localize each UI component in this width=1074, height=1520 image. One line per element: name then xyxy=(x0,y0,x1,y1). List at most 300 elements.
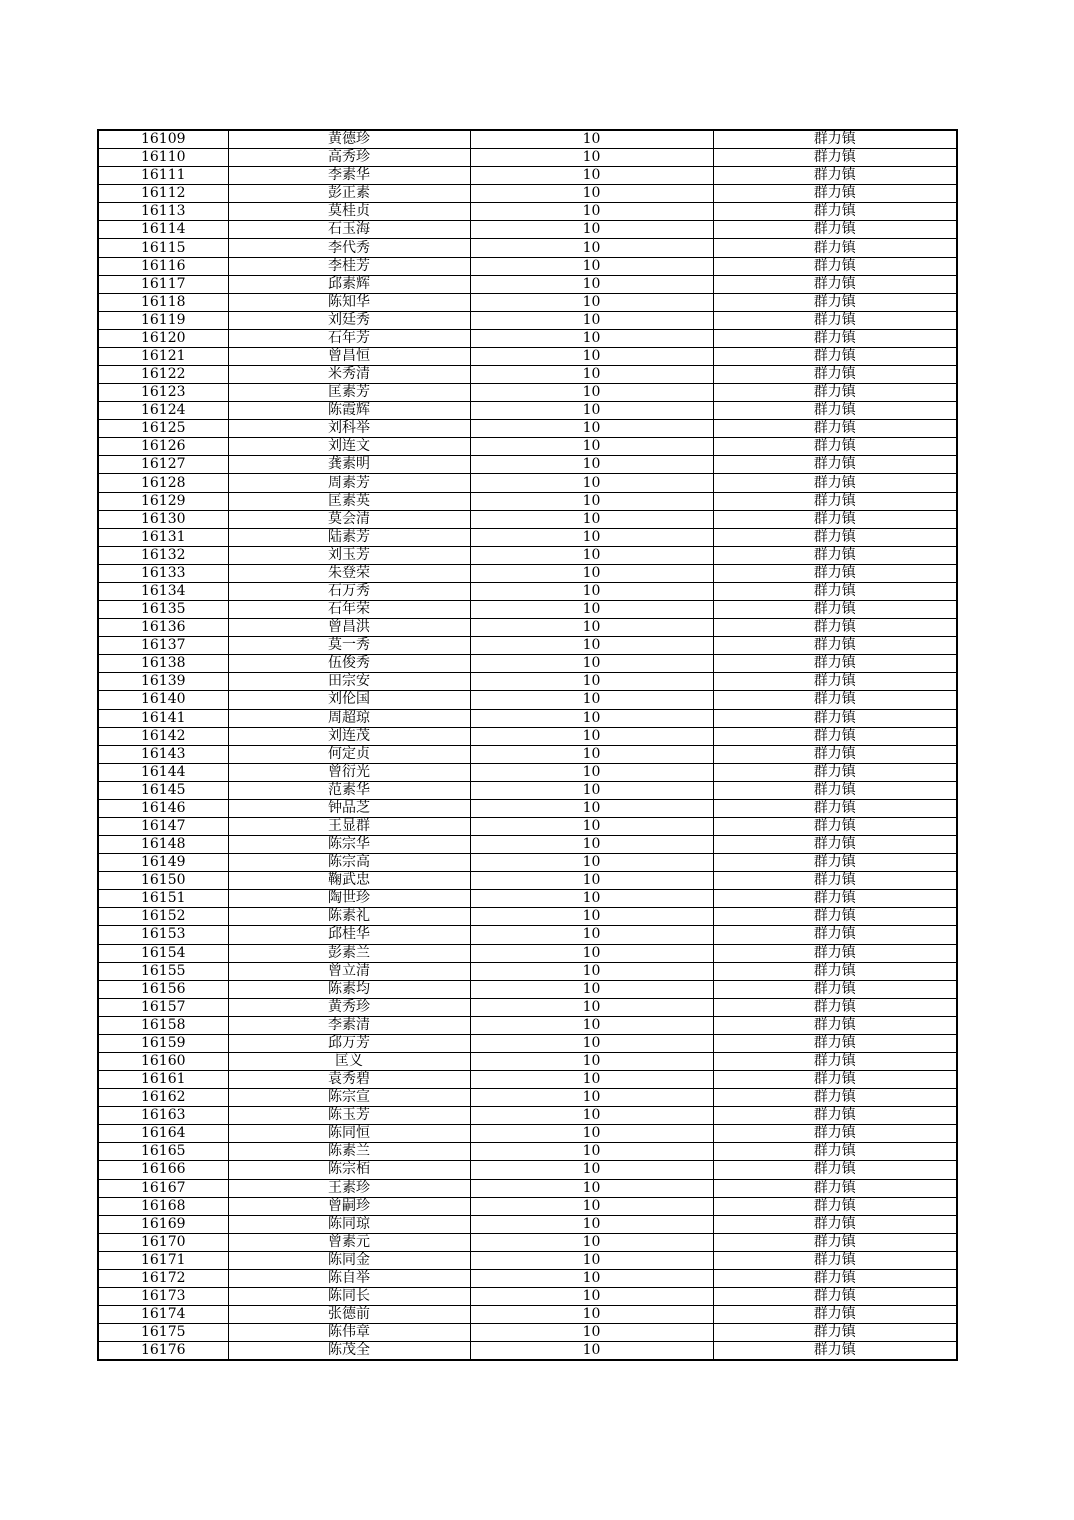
id-cell: 16112 xyxy=(98,185,228,203)
town-cell: 群力镇 xyxy=(713,149,957,167)
name-cell: 石年荣 xyxy=(228,601,470,619)
id-cell: 16168 xyxy=(98,1197,228,1215)
id-cell: 16142 xyxy=(98,727,228,745)
amount-cell: 10 xyxy=(470,944,713,962)
data-table xyxy=(97,129,958,1361)
town-cell: 群力镇 xyxy=(713,691,957,709)
amount-cell: 10 xyxy=(470,781,713,799)
amount-cell: 10 xyxy=(470,998,713,1016)
amount-cell: 10 xyxy=(470,203,713,221)
id-cell: 16147 xyxy=(98,817,228,835)
table-row xyxy=(98,781,957,799)
name-cell: 李桂芳 xyxy=(228,257,470,275)
amount-cell: 10 xyxy=(470,763,713,781)
amount-cell: 10 xyxy=(470,926,713,944)
table-row xyxy=(98,601,957,619)
name-cell: 刘廷秀 xyxy=(228,311,470,329)
table-row xyxy=(98,347,957,365)
town-cell: 群力镇 xyxy=(713,384,957,402)
table-row xyxy=(98,149,957,167)
amount-cell: 10 xyxy=(470,564,713,582)
name-cell: 鞠武忠 xyxy=(228,872,470,890)
id-cell: 16133 xyxy=(98,564,228,582)
name-cell: 刘伦国 xyxy=(228,691,470,709)
name-cell: 王素珍 xyxy=(228,1179,470,1197)
name-cell: 陈茂全 xyxy=(228,1342,470,1361)
name-cell: 黄德珍 xyxy=(228,130,470,149)
town-cell: 群力镇 xyxy=(713,510,957,528)
town-cell: 群力镇 xyxy=(713,1125,957,1143)
table-row xyxy=(98,1107,957,1125)
name-cell: 李素华 xyxy=(228,167,470,185)
town-cell: 群力镇 xyxy=(713,564,957,582)
amount-cell: 10 xyxy=(470,167,713,185)
table-row xyxy=(98,546,957,564)
id-cell: 16176 xyxy=(98,1342,228,1361)
name-cell: 陈自举 xyxy=(228,1269,470,1287)
id-cell: 16175 xyxy=(98,1324,228,1342)
table-row xyxy=(98,528,957,546)
amount-cell: 10 xyxy=(470,1251,713,1269)
town-cell: 群力镇 xyxy=(713,1161,957,1179)
table-row xyxy=(98,1233,957,1251)
table-row xyxy=(98,745,957,763)
table-row xyxy=(98,691,957,709)
town-cell: 群力镇 xyxy=(713,1107,957,1125)
town-cell: 群力镇 xyxy=(713,492,957,510)
amount-cell: 10 xyxy=(470,908,713,926)
table-row xyxy=(98,872,957,890)
amount-cell: 10 xyxy=(470,492,713,510)
id-cell: 16130 xyxy=(98,510,228,528)
id-cell: 16115 xyxy=(98,239,228,257)
amount-cell: 10 xyxy=(470,601,713,619)
town-cell: 群力镇 xyxy=(713,221,957,239)
name-cell: 黄秀珍 xyxy=(228,998,470,1016)
name-cell: 刘连文 xyxy=(228,438,470,456)
table-row xyxy=(98,510,957,528)
name-cell: 伍俊秀 xyxy=(228,655,470,673)
name-cell: 刘连茂 xyxy=(228,727,470,745)
amount-cell: 10 xyxy=(470,637,713,655)
id-cell: 16163 xyxy=(98,1107,228,1125)
amount-cell: 10 xyxy=(470,582,713,600)
town-cell: 群力镇 xyxy=(713,745,957,763)
amount-cell: 10 xyxy=(470,1107,713,1125)
id-cell: 16145 xyxy=(98,781,228,799)
id-cell: 16154 xyxy=(98,944,228,962)
table-row xyxy=(98,655,957,673)
table-row xyxy=(98,293,957,311)
id-cell: 16167 xyxy=(98,1179,228,1197)
id-cell: 16136 xyxy=(98,619,228,637)
amount-cell: 10 xyxy=(470,366,713,384)
id-cell: 16118 xyxy=(98,293,228,311)
id-cell: 16109 xyxy=(98,130,228,149)
name-cell: 何定贞 xyxy=(228,745,470,763)
table-row xyxy=(98,799,957,817)
amount-cell: 10 xyxy=(470,456,713,474)
id-cell: 16141 xyxy=(98,709,228,727)
amount-cell: 10 xyxy=(470,1089,713,1107)
town-cell: 群力镇 xyxy=(713,1288,957,1306)
amount-cell: 10 xyxy=(470,1179,713,1197)
id-cell: 16162 xyxy=(98,1089,228,1107)
town-cell: 群力镇 xyxy=(713,1324,957,1342)
id-cell: 16129 xyxy=(98,492,228,510)
id-cell: 16121 xyxy=(98,347,228,365)
table-row xyxy=(98,366,957,384)
name-cell: 刘玉芳 xyxy=(228,546,470,564)
id-cell: 16111 xyxy=(98,167,228,185)
name-cell: 陈同恒 xyxy=(228,1125,470,1143)
name-cell: 陶世珍 xyxy=(228,890,470,908)
amount-cell: 10 xyxy=(470,275,713,293)
table-row xyxy=(98,311,957,329)
id-cell: 16140 xyxy=(98,691,228,709)
id-cell: 16127 xyxy=(98,456,228,474)
id-cell: 16153 xyxy=(98,926,228,944)
id-cell: 16160 xyxy=(98,1052,228,1070)
id-cell: 16149 xyxy=(98,854,228,872)
name-cell: 陈宗宣 xyxy=(228,1089,470,1107)
amount-cell: 10 xyxy=(470,1016,713,1034)
table-row xyxy=(98,817,957,835)
amount-cell: 10 xyxy=(470,709,713,727)
name-cell: 石年芳 xyxy=(228,329,470,347)
name-cell: 莫桂贞 xyxy=(228,203,470,221)
id-cell: 16132 xyxy=(98,546,228,564)
town-cell: 群力镇 xyxy=(713,890,957,908)
amount-cell: 10 xyxy=(470,1233,713,1251)
town-cell: 群力镇 xyxy=(713,998,957,1016)
id-cell: 16146 xyxy=(98,799,228,817)
table-row xyxy=(98,1342,957,1361)
town-cell: 群力镇 xyxy=(713,293,957,311)
table-row xyxy=(98,203,957,221)
name-cell: 曾昌恒 xyxy=(228,347,470,365)
table-row xyxy=(98,1052,957,1070)
town-cell: 群力镇 xyxy=(713,239,957,257)
amount-cell: 10 xyxy=(470,510,713,528)
table-row xyxy=(98,564,957,582)
name-cell: 匡义 xyxy=(228,1052,470,1070)
town-cell: 群力镇 xyxy=(713,673,957,691)
id-cell: 16144 xyxy=(98,763,228,781)
town-cell: 群力镇 xyxy=(713,926,957,944)
id-cell: 16128 xyxy=(98,474,228,492)
town-cell: 群力镇 xyxy=(713,402,957,420)
town-cell: 群力镇 xyxy=(713,311,957,329)
id-cell: 16156 xyxy=(98,980,228,998)
table-row xyxy=(98,673,957,691)
name-cell: 龚素明 xyxy=(228,456,470,474)
town-cell: 群力镇 xyxy=(713,727,957,745)
id-cell: 16159 xyxy=(98,1034,228,1052)
amount-cell: 10 xyxy=(470,1215,713,1233)
town-cell: 群力镇 xyxy=(713,836,957,854)
name-cell: 李代秀 xyxy=(228,239,470,257)
id-cell: 16119 xyxy=(98,311,228,329)
id-cell: 16143 xyxy=(98,745,228,763)
amount-cell: 10 xyxy=(470,293,713,311)
name-cell: 邱素辉 xyxy=(228,275,470,293)
town-cell: 群力镇 xyxy=(713,420,957,438)
id-cell: 16126 xyxy=(98,438,228,456)
id-cell: 16164 xyxy=(98,1125,228,1143)
amount-cell: 10 xyxy=(470,673,713,691)
town-cell: 群力镇 xyxy=(713,474,957,492)
amount-cell: 10 xyxy=(470,438,713,456)
table-row xyxy=(98,420,957,438)
name-cell: 陈宗高 xyxy=(228,854,470,872)
table-row xyxy=(98,1125,957,1143)
id-cell: 16139 xyxy=(98,673,228,691)
amount-cell: 10 xyxy=(470,546,713,564)
name-cell: 曾昌洪 xyxy=(228,619,470,637)
table-row xyxy=(98,1071,957,1089)
id-cell: 16113 xyxy=(98,203,228,221)
amount-cell: 10 xyxy=(470,384,713,402)
name-cell: 钟品芝 xyxy=(228,799,470,817)
id-cell: 16150 xyxy=(98,872,228,890)
id-cell: 16125 xyxy=(98,420,228,438)
town-cell: 群力镇 xyxy=(713,781,957,799)
town-cell: 群力镇 xyxy=(713,1089,957,1107)
town-cell: 群力镇 xyxy=(713,329,957,347)
table-row xyxy=(98,619,957,637)
table-row xyxy=(98,582,957,600)
town-cell: 群力镇 xyxy=(713,1269,957,1287)
name-cell: 彭素兰 xyxy=(228,944,470,962)
amount-cell: 10 xyxy=(470,149,713,167)
name-cell: 曾素元 xyxy=(228,1233,470,1251)
name-cell: 周超琼 xyxy=(228,709,470,727)
name-cell: 邱万芳 xyxy=(228,1034,470,1052)
table-row xyxy=(98,130,957,149)
amount-cell: 10 xyxy=(470,1052,713,1070)
id-cell: 16131 xyxy=(98,528,228,546)
amount-cell: 10 xyxy=(470,745,713,763)
name-cell: 陈素礼 xyxy=(228,908,470,926)
table-row xyxy=(98,239,957,257)
name-cell: 匡素英 xyxy=(228,492,470,510)
table-row xyxy=(98,908,957,926)
table-row xyxy=(98,185,957,203)
amount-cell: 10 xyxy=(470,1197,713,1215)
town-cell: 群力镇 xyxy=(713,275,957,293)
name-cell: 莫会清 xyxy=(228,510,470,528)
table-row xyxy=(98,854,957,872)
table-row xyxy=(98,221,957,239)
name-cell: 朱登荣 xyxy=(228,564,470,582)
amount-cell: 10 xyxy=(470,980,713,998)
town-cell: 群力镇 xyxy=(713,637,957,655)
table-row xyxy=(98,1324,957,1342)
amount-cell: 10 xyxy=(470,962,713,980)
id-cell: 16174 xyxy=(98,1306,228,1324)
table-row xyxy=(98,944,957,962)
id-cell: 16158 xyxy=(98,1016,228,1034)
table-row xyxy=(98,890,957,908)
town-cell: 群力镇 xyxy=(713,1034,957,1052)
amount-cell: 10 xyxy=(470,854,713,872)
amount-cell: 10 xyxy=(470,528,713,546)
amount-cell: 10 xyxy=(470,311,713,329)
id-cell: 16171 xyxy=(98,1251,228,1269)
table-row xyxy=(98,257,957,275)
name-cell: 范素华 xyxy=(228,781,470,799)
table-row xyxy=(98,962,957,980)
town-cell: 群力镇 xyxy=(713,347,957,365)
town-cell: 群力镇 xyxy=(713,1071,957,1089)
town-cell: 群力镇 xyxy=(713,1197,957,1215)
town-cell: 群力镇 xyxy=(713,456,957,474)
amount-cell: 10 xyxy=(470,799,713,817)
table-row xyxy=(98,167,957,185)
town-cell: 群力镇 xyxy=(713,944,957,962)
name-cell: 陈素兰 xyxy=(228,1143,470,1161)
id-cell: 16137 xyxy=(98,637,228,655)
town-cell: 群力镇 xyxy=(713,980,957,998)
town-cell: 群力镇 xyxy=(713,817,957,835)
id-cell: 16110 xyxy=(98,149,228,167)
amount-cell: 10 xyxy=(470,221,713,239)
table-row xyxy=(98,727,957,745)
amount-cell: 10 xyxy=(470,890,713,908)
name-cell: 田宗安 xyxy=(228,673,470,691)
amount-cell: 10 xyxy=(470,1324,713,1342)
amount-cell: 10 xyxy=(470,727,713,745)
table-row xyxy=(98,438,957,456)
name-cell: 曾衍光 xyxy=(228,763,470,781)
name-cell: 刘科举 xyxy=(228,420,470,438)
name-cell: 陈玉芳 xyxy=(228,1107,470,1125)
amount-cell: 10 xyxy=(470,1125,713,1143)
town-cell: 群力镇 xyxy=(713,130,957,149)
name-cell: 周素芳 xyxy=(228,474,470,492)
town-cell: 群力镇 xyxy=(713,854,957,872)
name-cell: 邱桂华 xyxy=(228,926,470,944)
id-cell: 16166 xyxy=(98,1161,228,1179)
name-cell: 张德前 xyxy=(228,1306,470,1324)
name-cell: 王显群 xyxy=(228,817,470,835)
town-cell: 群力镇 xyxy=(713,185,957,203)
town-cell: 群力镇 xyxy=(713,167,957,185)
name-cell: 陈宗华 xyxy=(228,836,470,854)
table-row xyxy=(98,1143,957,1161)
name-cell: 米秀清 xyxy=(228,366,470,384)
town-cell: 群力镇 xyxy=(713,1052,957,1070)
amount-cell: 10 xyxy=(470,817,713,835)
table-row xyxy=(98,329,957,347)
table-body xyxy=(98,130,957,1360)
name-cell: 李素清 xyxy=(228,1016,470,1034)
amount-cell: 10 xyxy=(470,474,713,492)
table-row xyxy=(98,763,957,781)
amount-cell: 10 xyxy=(470,329,713,347)
town-cell: 群力镇 xyxy=(713,799,957,817)
name-cell: 石万秀 xyxy=(228,582,470,600)
amount-cell: 10 xyxy=(470,420,713,438)
name-cell: 莫一秀 xyxy=(228,637,470,655)
table-row xyxy=(98,1161,957,1179)
id-cell: 16123 xyxy=(98,384,228,402)
name-cell: 袁秀碧 xyxy=(228,1071,470,1089)
id-cell: 16151 xyxy=(98,890,228,908)
table-row xyxy=(98,275,957,293)
table-row xyxy=(98,456,957,474)
amount-cell: 10 xyxy=(470,185,713,203)
table-row xyxy=(98,402,957,420)
id-cell: 16124 xyxy=(98,402,228,420)
id-cell: 16170 xyxy=(98,1233,228,1251)
table-row xyxy=(98,1288,957,1306)
amount-cell: 10 xyxy=(470,1034,713,1052)
amount-cell: 10 xyxy=(470,836,713,854)
table-row xyxy=(98,836,957,854)
amount-cell: 10 xyxy=(470,872,713,890)
town-cell: 群力镇 xyxy=(713,1215,957,1233)
id-cell: 16173 xyxy=(98,1288,228,1306)
name-cell: 高秀珍 xyxy=(228,149,470,167)
name-cell: 陈宗栢 xyxy=(228,1161,470,1179)
table-row xyxy=(98,492,957,510)
town-cell: 群力镇 xyxy=(713,872,957,890)
amount-cell: 10 xyxy=(470,347,713,365)
town-cell: 群力镇 xyxy=(713,1342,957,1361)
town-cell: 群力镇 xyxy=(713,655,957,673)
name-cell: 彭正素 xyxy=(228,185,470,203)
id-cell: 16120 xyxy=(98,329,228,347)
table-row xyxy=(98,1089,957,1107)
name-cell: 陈霞辉 xyxy=(228,402,470,420)
amount-cell: 10 xyxy=(470,1071,713,1089)
name-cell: 曾立清 xyxy=(228,962,470,980)
table-row xyxy=(98,1215,957,1233)
id-cell: 16165 xyxy=(98,1143,228,1161)
table-row xyxy=(98,1197,957,1215)
id-cell: 16169 xyxy=(98,1215,228,1233)
town-cell: 群力镇 xyxy=(713,366,957,384)
amount-cell: 10 xyxy=(470,1306,713,1324)
table-row xyxy=(98,1306,957,1324)
id-cell: 16117 xyxy=(98,275,228,293)
town-cell: 群力镇 xyxy=(713,1233,957,1251)
name-cell: 陈伟章 xyxy=(228,1324,470,1342)
table-row xyxy=(98,1034,957,1052)
town-cell: 群力镇 xyxy=(713,1143,957,1161)
amount-cell: 10 xyxy=(470,1143,713,1161)
amount-cell: 10 xyxy=(470,655,713,673)
id-cell: 16155 xyxy=(98,962,228,980)
name-cell: 陈素均 xyxy=(228,980,470,998)
amount-cell: 10 xyxy=(470,691,713,709)
id-cell: 16138 xyxy=(98,655,228,673)
town-cell: 群力镇 xyxy=(713,1251,957,1269)
table-row xyxy=(98,709,957,727)
town-cell: 群力镇 xyxy=(713,546,957,564)
name-cell: 匡素芳 xyxy=(228,384,470,402)
name-cell: 陈同长 xyxy=(228,1288,470,1306)
town-cell: 群力镇 xyxy=(713,528,957,546)
id-cell: 16157 xyxy=(98,998,228,1016)
town-cell: 群力镇 xyxy=(713,908,957,926)
town-cell: 群力镇 xyxy=(713,203,957,221)
id-cell: 16148 xyxy=(98,836,228,854)
table-row xyxy=(98,998,957,1016)
id-cell: 16161 xyxy=(98,1071,228,1089)
